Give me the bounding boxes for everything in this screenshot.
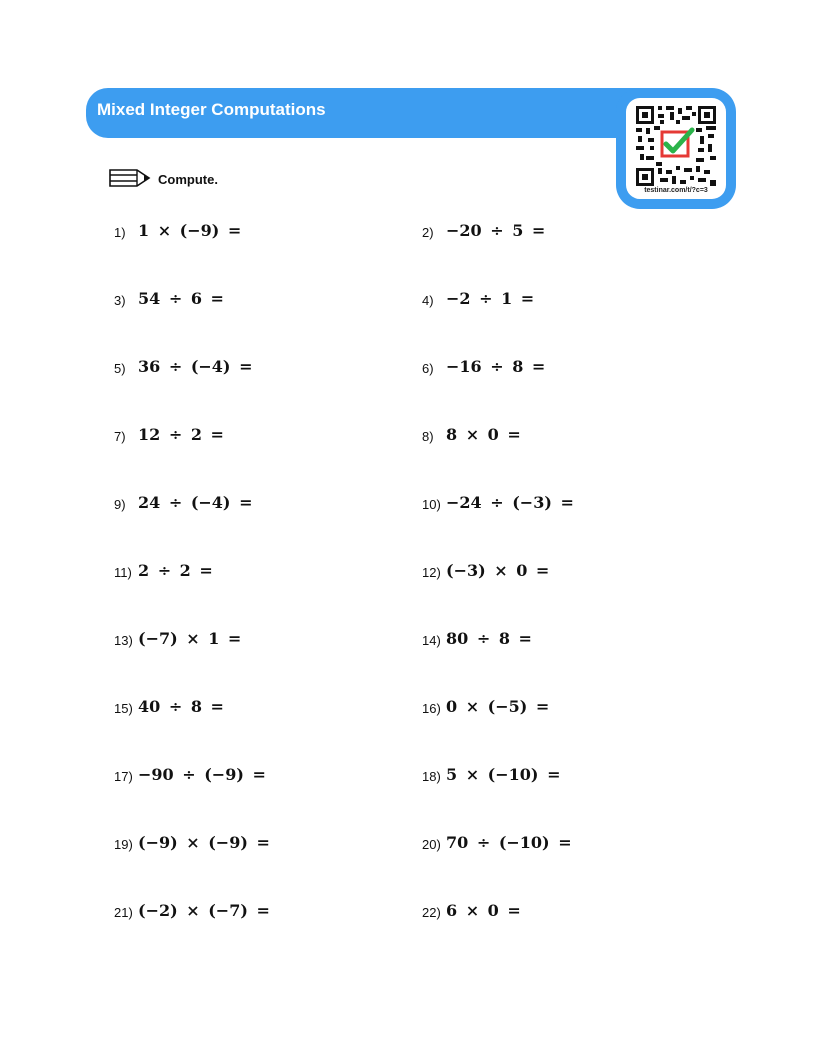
problem-expression: 2 ÷ 2 =	[138, 561, 213, 580]
problem-number: 10)	[422, 497, 441, 512]
problem-expression: (−2) × (−7) =	[138, 901, 270, 920]
qr-url[interactable]: testinar.com/t/?c=3	[644, 187, 708, 194]
problem-expression: 5 × (−10) =	[446, 765, 561, 784]
problem-expression: 0 × (−5) =	[446, 697, 550, 716]
problem-number: 4)	[422, 293, 434, 308]
problem-number: 20)	[422, 837, 441, 852]
pencil-icon	[109, 168, 151, 188]
problem-number: 13)	[114, 633, 133, 648]
problem-expression: −90 ÷ (−9) =	[138, 765, 266, 784]
problem-number: 6)	[422, 361, 434, 376]
problem-number: 7)	[114, 429, 126, 444]
instruction-text: Compute.	[158, 172, 218, 187]
problem-number: 3)	[114, 293, 126, 308]
problem-expression: −20 ÷ 5 =	[446, 221, 546, 240]
problem-expression: 24 ÷ (−4) =	[138, 493, 253, 512]
problem-expression: 40 ÷ 8 =	[138, 697, 224, 716]
problem-number: 8)	[422, 429, 434, 444]
problem-number: 15)	[114, 701, 133, 716]
problem-number: 14)	[422, 633, 441, 648]
problem-expression: 36 ÷ (−4) =	[138, 357, 253, 376]
problem-number: 9)	[114, 497, 126, 512]
qr-badge[interactable]	[616, 88, 736, 209]
page-title: Mixed Integer Computations	[97, 100, 326, 119]
problem-number: 1)	[114, 225, 126, 240]
problem-number: 5)	[114, 361, 126, 376]
problem-expression: (−3) × 0 =	[446, 561, 550, 580]
problem-expression: −16 ÷ 8 =	[446, 357, 546, 376]
problem-expression: −24 ÷ (−3) =	[446, 493, 574, 512]
problem-number: 19)	[114, 837, 133, 852]
problem-expression: (−7) × 1 =	[138, 629, 242, 648]
problem-expression: −2 ÷ 1 =	[446, 289, 535, 308]
qr-card	[626, 98, 726, 199]
title-band	[86, 88, 686, 138]
problem-expression: 1 × (−9) =	[138, 221, 242, 240]
problem-expression: 80 ÷ 8 =	[446, 629, 532, 648]
problem-number: 12)	[422, 565, 441, 580]
problem-number: 16)	[422, 701, 441, 716]
qr-code-icon	[636, 106, 716, 186]
problem-number: 17)	[114, 769, 133, 784]
problem-number: 21)	[114, 905, 133, 920]
problem-number: 18)	[422, 769, 441, 784]
problem-expression: 54 ÷ 6 =	[138, 289, 224, 308]
problem-expression: 8 × 0 =	[446, 425, 521, 444]
problem-expression: (−9) × (−9) =	[138, 833, 270, 852]
problem-expression: 12 ÷ 2 =	[138, 425, 224, 444]
problem-number: 2)	[422, 225, 434, 240]
problem-expression: 6 × 0 =	[446, 901, 521, 920]
problem-number: 22)	[422, 905, 441, 920]
problem-expression: 70 ÷ (−10) =	[446, 833, 572, 852]
problem-number: 11)	[114, 565, 132, 580]
